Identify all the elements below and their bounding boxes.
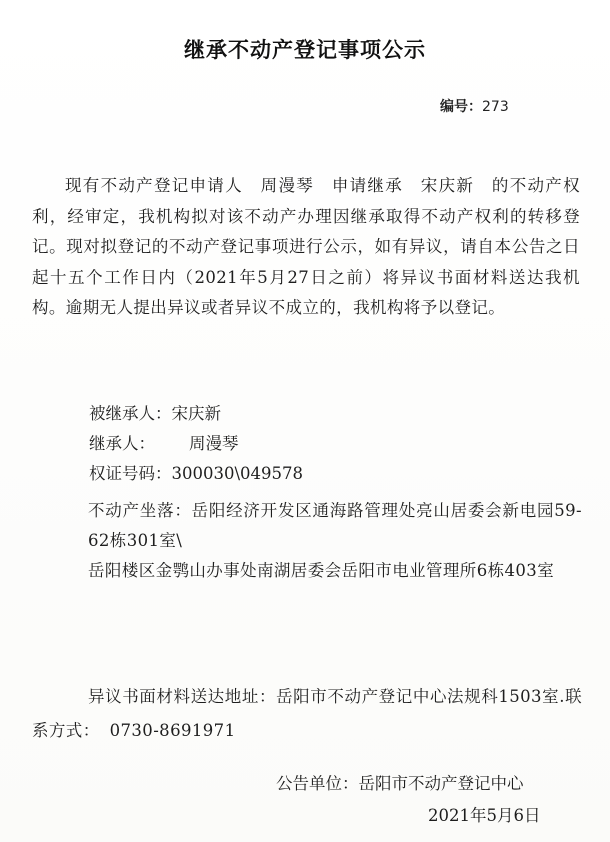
location-line-1 xyxy=(32,496,582,556)
issuer-label: 公告单位： xyxy=(276,774,359,793)
heir-label: 继承人： xyxy=(89,434,155,453)
certificate-label: 权证号码： xyxy=(89,464,172,483)
objection-address xyxy=(32,680,582,748)
objection-address-value: 岳阳市不动产登记中心法规科1503室. xyxy=(276,687,565,706)
certificate-field xyxy=(89,462,303,486)
page-title: 继承不动产登记事项公示 xyxy=(184,38,426,62)
document-number xyxy=(440,96,509,116)
contact-label: 联系方式： xyxy=(32,687,582,740)
notice-date: 2021年5月6日 xyxy=(428,806,541,825)
document-number-label: 编号： xyxy=(440,99,482,115)
issuer-line xyxy=(276,772,524,796)
testator-value: 宋庆新 xyxy=(171,404,221,423)
heir-value: 周漫琴 xyxy=(189,434,239,453)
issuer-value: 岳阳市不动产登记中心 xyxy=(358,774,524,793)
notice-body: 现有不动产登记申请人 周漫琴 申请继承 宋庆新 的不动产权利，经审定，我机构拟对该不动产办理因继承取得不动产权利的转移登记。现对拟登记的不动产登记事项进行公示，如有异议，请自本公告之日起十五个工作日内（2021年5月27日之前）将异议书面材料送达我机构。逾期无人提出异议或者异议不成立的，我机构将予以登记。 xyxy=(32,176,580,317)
property-location xyxy=(32,496,582,586)
testator-field xyxy=(89,402,221,426)
heir-field xyxy=(89,432,239,456)
testator-label: 被继承人： xyxy=(89,404,172,423)
location-address-1: 岳阳经济开发区通海路管理处亮山居委会新电园59-62栋301室\ xyxy=(88,501,582,550)
contact-value: 0730-8691971 xyxy=(109,721,236,740)
location-line-2: 岳阳楼区金鹗山办事处南湖居委会岳阳市电业管理所6栋403室 xyxy=(88,561,555,580)
location-label: 不动产坐落： xyxy=(88,501,192,520)
objection-address-label: 异议书面材料送达地址： xyxy=(88,687,277,706)
certificate-value: 300030\049578 xyxy=(171,464,304,483)
document-number-value: 273 xyxy=(482,99,509,115)
